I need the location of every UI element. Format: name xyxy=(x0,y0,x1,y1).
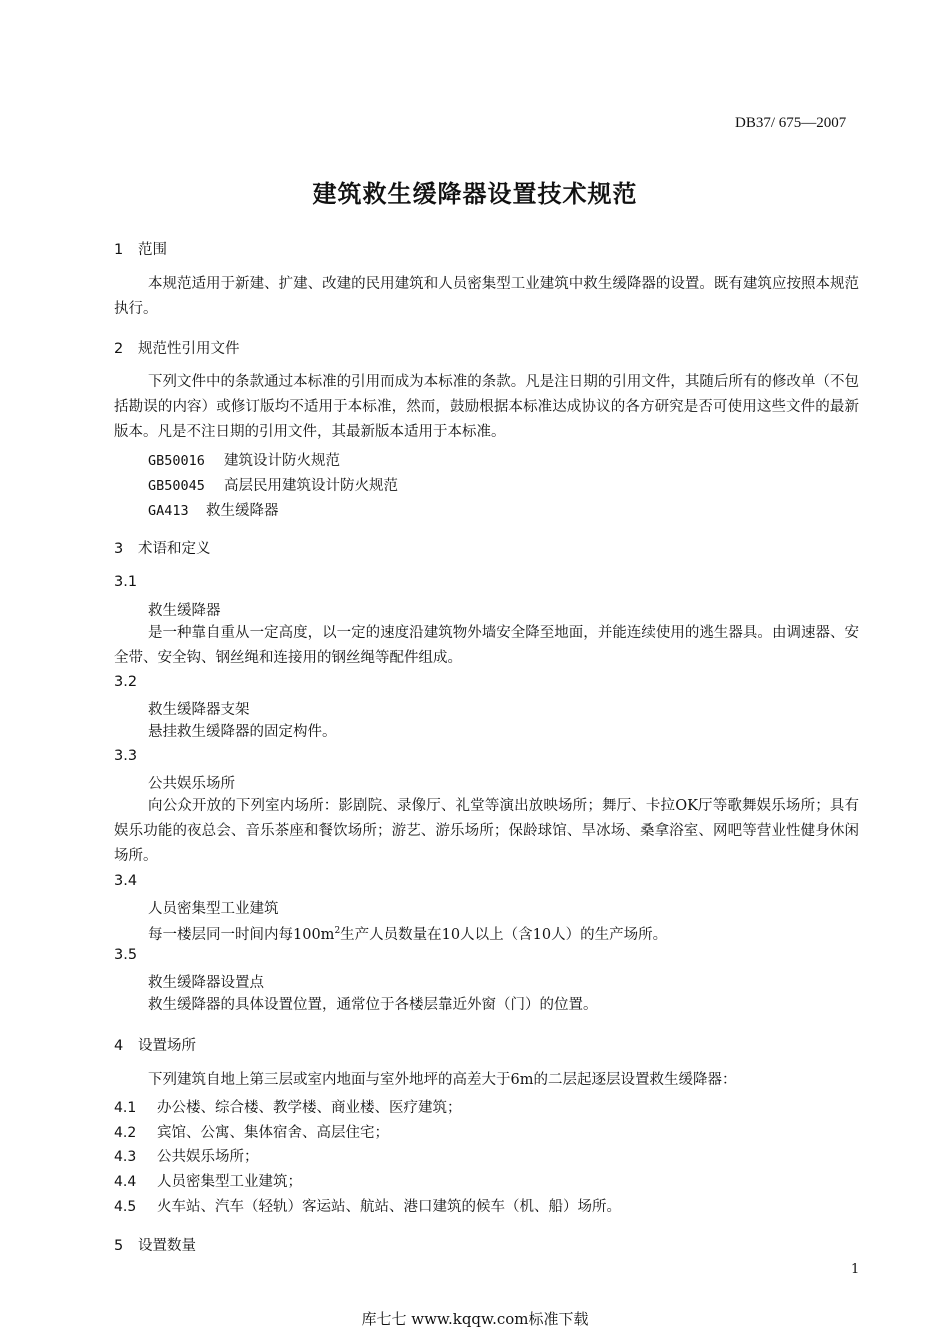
list-item: 4.3 公共娱乐场所； xyxy=(114,1149,259,1165)
list-item: 4.5 火车站、汽车（轻轨）客运站、航站、港口建筑的候车（机、船）场所。 xyxy=(114,1199,621,1215)
section-heading: 2 规范性引用文件 xyxy=(114,341,240,357)
page-number: 1 xyxy=(851,1262,860,1277)
reference-item: GB50016 建筑设计防火规范 xyxy=(148,453,340,469)
list-item: 4.4 人员密集型工业建筑； xyxy=(114,1174,302,1190)
term-name: 救生缓降器支架 xyxy=(148,702,250,718)
section-paragraph: 下列建筑自地上第三层或室内地面与室外地坪的高差大于6m的二层起逐层设置救生缓降器： xyxy=(148,1072,737,1088)
term-name: 公共娱乐场所 xyxy=(148,776,235,792)
term-definition: 救生缓降器的具体设置位置，通常位于各楼层靠近外窗（门）的位置。 xyxy=(148,997,598,1013)
footer-watermark: 库七七 www.kqqw.com标准下载 xyxy=(361,1310,589,1328)
reference-item: GB50045 高层民用建筑设计防火规范 xyxy=(148,478,398,494)
section-heading: 4 设置场所 xyxy=(114,1038,196,1054)
document-code: DB37/ 675—2007 xyxy=(735,115,847,131)
page-title: 建筑救生缓降器设置技术规范 xyxy=(312,180,638,208)
term-number: 3.2 xyxy=(114,674,138,690)
section-paragraph: 下列文件中的条款通过本标准的引用而成为本标准的条款。凡是注日期的引用文件，其随后所有的修改单（不包括勘误的内容）或修订版均不适用于本标准，然而，鼓励根据本标准达成协议的各方研究是否可使用这些文件的最新版本。凡是不注日期的引用文件，其最新版本适用于本标准。 xyxy=(114,374,859,440)
section-paragraph: 本规范适用于新建、扩建、改建的民用建筑和人员密集型工业建筑中救生缓降器的设置。既有建筑应按照本规范执行。 xyxy=(114,276,859,317)
term-definition: 悬挂救生缓降器的固定构件。 xyxy=(148,724,337,740)
reference-item: GA413 救生缓降器 xyxy=(148,503,279,519)
term-number: 3.1 xyxy=(114,574,138,590)
term-definition: 向公众开放的下列室内场所：影剧院、录像厅、礼堂等演出放映场所；舞厅、卡拉OK厅等歌舞娱乐场所；具有娱乐功能的夜总会、音乐茶座和餐饮场所；游艺、游乐场所；保龄球馆、旱冰场、桑拿浴室、网吧等营业性健身休闲场所。 xyxy=(114,798,859,864)
term-number: 3.3 xyxy=(114,748,138,764)
section-heading: 1 范围 xyxy=(114,242,167,258)
section-heading: 3 术语和定义 xyxy=(114,541,211,557)
term-name: 人员密集型工业建筑 xyxy=(148,901,279,917)
section-heading: 5 设置数量 xyxy=(114,1238,196,1254)
term-number: 3.5 xyxy=(114,947,138,963)
term-number: 3.4 xyxy=(114,873,138,889)
term-definition: 每一楼层同一时间内每$100m^2$生产人员数量在10人以上（含10人）的生产场所。 xyxy=(148,926,668,943)
term-name: 救生缓降器 xyxy=(148,603,221,619)
term-name: 救生缓降器设置点 xyxy=(148,975,264,991)
term-definition: 是一种靠自重从一定高度，以一定的速度沿建筑物外墙安全降至地面，并能连续使用的逃生器具。由调速器、安全带、安全钩、钢丝绳和连接用的钢丝绳等配件组成。 xyxy=(114,625,859,666)
list-item: 4.1 办公楼、综合楼、教学楼、商业楼、医疗建筑； xyxy=(114,1100,462,1116)
list-item: 4.2 宾馆、公寓、集体宿舍、高层住宅； xyxy=(114,1125,389,1141)
